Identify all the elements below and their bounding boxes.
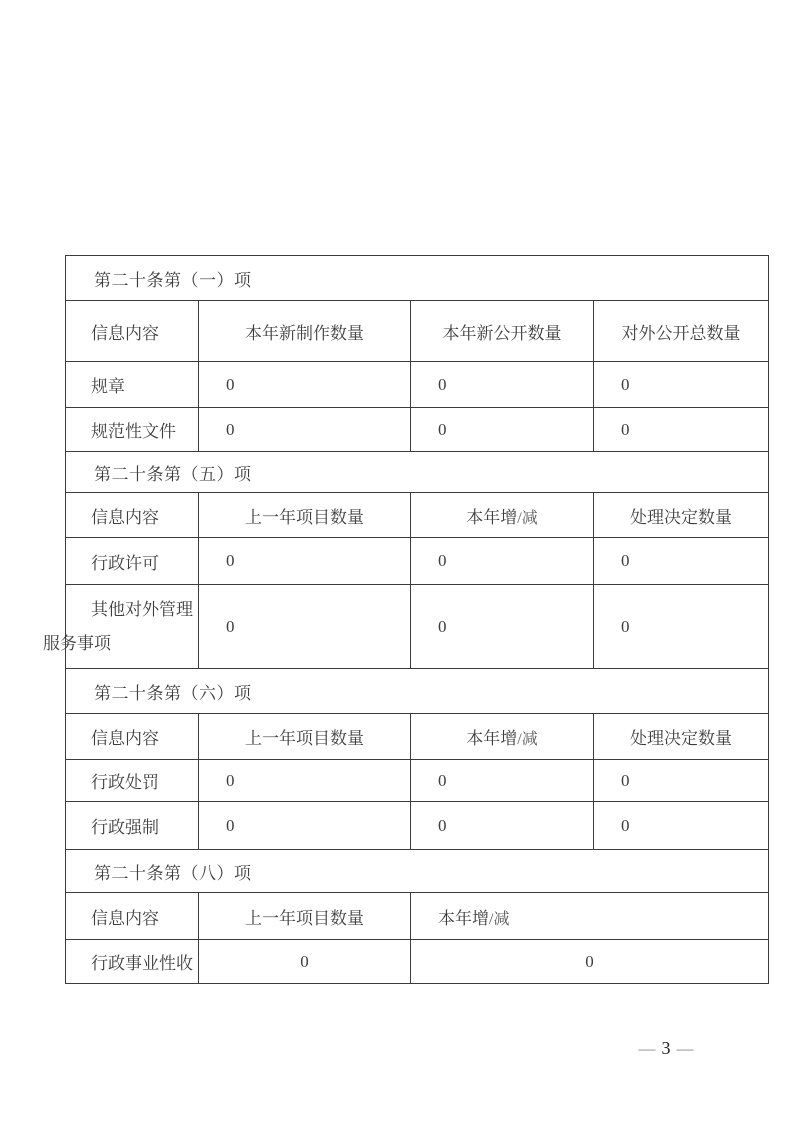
column-header-main: 本年增 [466,729,518,748]
section-1-title: 第二十条第（一）项 [66,256,769,301]
cell-value: 0 [199,538,411,585]
section-title-row [66,669,769,714]
column-header: 上一年项目数量 [199,714,411,760]
column-header-suffix: /减 [517,731,538,748]
section-4-title: 第二十条第（八）项 [66,850,769,893]
column-header: 处理决定数量 [594,714,769,760]
table-row [66,940,769,984]
section-1-header-row [66,301,769,362]
column-header: 上一年项目数量 [199,493,411,538]
row-label [43,585,199,669]
section-3-title: 第二十条第（六）项 [66,669,769,714]
cell-value: 0 [594,538,769,585]
cell-value: 0 [411,940,769,984]
page-number-dash-right: — [676,1039,694,1058]
section-title-row [66,452,769,493]
cell-value: 0 [594,362,769,408]
row-label-line1: 其他对外管理 [91,599,193,619]
cell-value: 0 [594,760,769,802]
cell-value: 0 [594,408,769,452]
column-header-suffix: /减 [517,509,538,527]
section-3-header-row [66,714,769,760]
column-header [411,714,594,760]
cell-value: 0 [411,408,594,452]
column-header: 本年新制作数量 [199,301,411,362]
column-header: 上一年项目数量 [199,893,411,940]
cell-value: 0 [411,585,594,669]
row-label-line2-overflow: 服务事项 [43,633,111,653]
column-header: 对外公开总数量 [594,301,769,362]
row-label: 规章 [66,362,199,408]
row-label: 行政事业性收 [66,940,199,984]
row-label: 规范性文件 [66,408,199,452]
table-row [66,802,769,850]
column-header [411,493,594,538]
cell-value: 0 [411,538,594,585]
table-row [66,538,769,585]
cell-value: 0 [594,802,769,850]
cell-value: 0 [199,585,411,669]
table-row [66,362,769,408]
cell-value: 0 [411,362,594,408]
cell-value: 0 [199,408,411,452]
column-header: 信息内容 [66,714,199,760]
row-label: 行政许可 [66,538,199,585]
table-row [66,585,769,669]
column-header-main: 本年增 [438,908,489,928]
cell-value: 0 [199,362,411,408]
column-header: 处理决定数量 [594,493,769,538]
row-label: 行政处罚 [66,760,199,802]
table-row [66,760,769,802]
page-number-value: 3 [661,1038,671,1058]
column-header-main: 本年增 [466,507,518,527]
cell-value: 0 [411,802,594,850]
cell-value: 0 [199,802,411,850]
page-number [626,1038,706,1059]
column-header-suffix: /减 [489,910,510,928]
table-row [66,408,769,452]
cell-value: 0 [594,585,769,669]
column-header: 信息内容 [66,301,199,362]
column-header: 本年新公开数量 [411,301,594,362]
cell-value: 0 [411,760,594,802]
section-2-title: 第二十条第（五）项 [66,452,769,493]
cell-value: 0 [199,760,411,802]
column-header [411,893,769,940]
cell-value: 0 [199,940,411,984]
section-2-header-row [66,493,769,538]
section-4-header-row [66,893,769,940]
column-header: 信息内容 [66,893,199,940]
page-number-dash-left: — [638,1039,656,1058]
row-label: 行政强制 [66,802,199,850]
section-title-row [66,256,769,301]
column-header: 信息内容 [66,493,199,538]
government-info-disclosure-table [43,255,769,984]
section-title-row [66,850,769,893]
